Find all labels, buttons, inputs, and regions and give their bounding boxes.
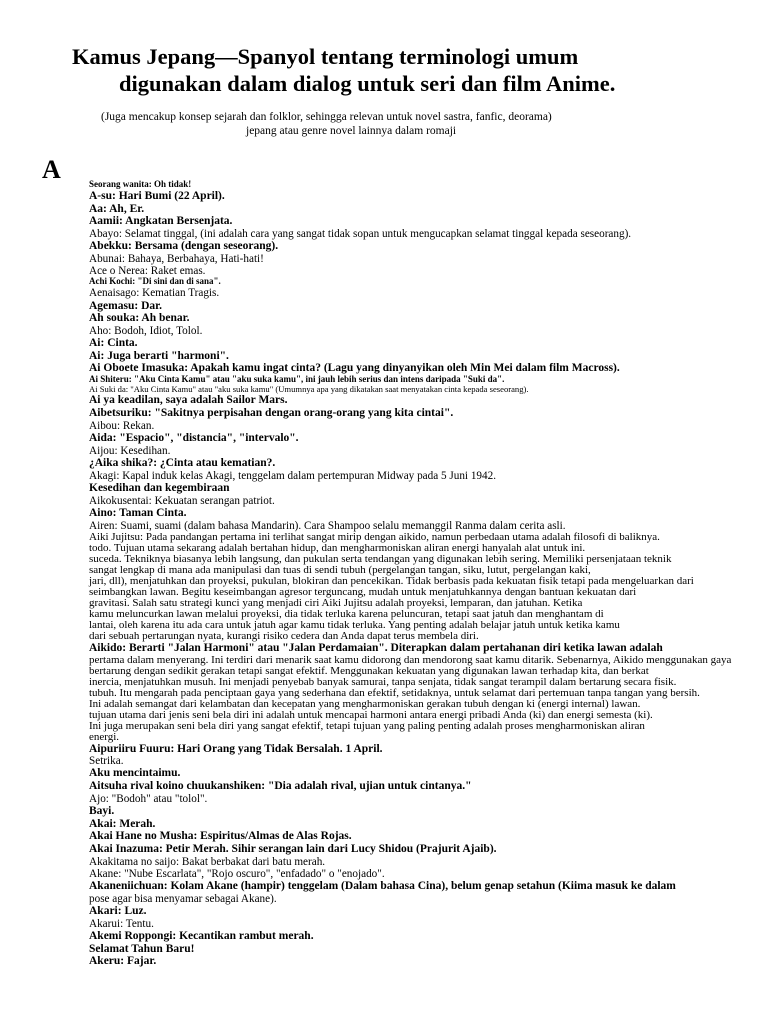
dictionary-entry: A-su: Hari Bumi (22 April).: [89, 189, 225, 202]
paragraph-line: Ini adalah semangat dari kelambatan dan kecepatan yang mengharmoniskan gerakan tubuh dengan ki (energi internal) lawan.: [89, 697, 641, 710]
aiki-jujitsu-paragraph: [89, 532, 767, 642]
dictionary-entry: Aipuriiru Fuuru: Hari Orang yang Tidak Bersalah. 1 April.: [89, 742, 383, 755]
dictionary-entry: Akagi: Kapal induk kelas Akagi, tenggelam dalam pertempuran Midway pada 5 Juni 1942.: [89, 469, 496, 482]
entry-list-part-2: [89, 743, 767, 969]
dictionary-entry: Ah souka: Ah benar.: [89, 312, 190, 325]
dictionary-entry: Akai Hane no Musha: Espiritus/Almas de Alas Rojas.: [89, 830, 352, 843]
dictionary-entry: Agemasu: Dar.: [89, 299, 163, 312]
document-subtitle-line-1: (Juga mencakup konsep sejarah dan folklor, sehingga relevan untuk novel sastra, fanfic, deorama): [101, 111, 552, 123]
dictionary-entry: Ai Suki da: "Aku Cinta Kamu" atau "aku suka kamu" (Umumnya apa yang dikatakan saat menyatakan cinta kepada seseorang).: [89, 384, 529, 394]
document-title-line-2: digunakan dalam dialog untuk seri dan film Anime.: [119, 71, 616, 96]
dictionary-entry: Akaneniichuan: Kolam Akane (hampir) tenggelam (Dalam bahasa Cina), belum genap setahun (Kiima masuk ke dalam: [89, 880, 676, 893]
dictionary-entry: Kesedihan dan kegembiraan: [89, 481, 230, 494]
dictionary-entry: Akari: Luz.: [89, 905, 147, 918]
dictionary-entry: Aino: Taman Cinta.: [89, 506, 187, 519]
dictionary-entry: Akai: Merah.: [89, 817, 156, 830]
dictionary-entry: Aho: Bodoh, Idiot, Tolol.: [89, 324, 203, 337]
dictionary-entry: Aikokusentai: Kekuatan serangan patriot.: [89, 494, 275, 507]
document-title-line-1: Kamus Jepang—Spanyol tentang terminologi umum: [72, 44, 579, 69]
paragraph-line: Ini juga merupakan seni bela diri yang sangat efektif, tetapi tujuan yang paling penting adalah proses mengharmoniskan aliran: [89, 719, 645, 732]
paragraph-line: jari, dll), menjatuhkan dan proyeksi, pukulan, blokiran dan pencekikan. Tidak berbasis pada kekuatan fisik tetapi pada mengeluarkan dari: [89, 574, 694, 587]
dictionary-entry: Aida: "Espacio", "distancia", "intervalo".: [89, 432, 299, 445]
dictionary-entry: Aijou: Kesedihan.: [89, 444, 171, 457]
dictionary-entry: pose agar bisa menyamar sebagai Akane).: [89, 892, 277, 905]
dictionary-entry: Abekku: Bersama (dengan seseorang).: [89, 240, 279, 253]
dictionary-entry: Aitsuha rival koino chuukanshiken: "Dia adalah rival, ujian untuk cintanya.": [89, 780, 472, 793]
paragraph-line: pertama dalam menyerang. Ini terdiri dari menarik saat kamu didorong dan mendorong saat kamu ditarik. Sebenarnya, Aikido menggunakan gaya: [89, 653, 732, 666]
dictionary-entries: [89, 180, 767, 968]
dictionary-entry: Aibetsuriku: "Sakitnya perpisahan dengan orang-orang yang kita cintai".: [89, 407, 454, 420]
dictionary-entry: Akarui: Tentu.: [89, 917, 154, 930]
dictionary-entry: Aenaisago: Kematian Tragis.: [89, 287, 220, 300]
dictionary-entry: ¿Aika shika?: ¿Cinta atau kematian?.: [89, 457, 276, 469]
dictionary-entry: Airen: Suami, suami (dalam bahasa Mandarin). Cara Shampoo selalu memanggil Ranma dalam cerita asli.: [89, 519, 566, 532]
dictionary-entry: Achi Kochi: "Di sini dan di sana".: [89, 276, 221, 287]
aikido-paragraph: [89, 655, 767, 743]
dictionary-entry: Bayi.: [89, 805, 115, 818]
dictionary-entry: Aamii: Angkatan Bersenjata.: [89, 215, 233, 228]
paragraph-line: todo. Tujuan utama sekarang adalah bertahan hidup, dan mengharmoniskan aliran energi hanyalah alat untuk ini.: [89, 541, 586, 554]
paragraph-line: kamu meluncurkan lawan melalui proyeksi, dia tidak terluka karena peluncuran, tetapi saat jatuh dan menghantam di: [89, 607, 604, 620]
dictionary-entry: Setrika.: [89, 755, 124, 768]
paragraph-line: suceda. Tekniknya biasanya lebih langsung, dan pukulan serta tendangan yang digunakan lebih sering. Memiliki persenjataan teknik: [89, 552, 672, 565]
dictionary-entry: Seorang wanita: Oh tidak!: [89, 179, 192, 189]
dictionary-entry: Ai: Cinta.: [89, 337, 138, 350]
dictionary-entry: Akeru: Fajar.: [89, 955, 157, 968]
dictionary-entry: Akai Inazuma: Petir Merah. Sihir serangan lain dari Lucy Shidou (Prajurit Ajaib).: [89, 842, 497, 855]
paragraph-line: tubuh. Itu mengarah pada penciptaan gaya yang sederhana dan efektif, setidaknya, untuk selamat dari pertemuan tanpa tangan yang bersih.: [89, 686, 700, 699]
paragraph-line: sangat lengkap di mana ada manipulasi dan tuas di sendi tubuh (pergelangan tangan, siku, lutut, pergelangan kaki,: [89, 563, 591, 576]
dictionary-entry: Ai Oboete Imasuka: Apakah kamu ingat cinta? (Lagu yang dinyanyikan oleh Min Mei dalam film Macross).: [89, 362, 620, 375]
paragraph-line: lantai, oleh karena itu ada cara untuk jatuh agar kamu tidak terluka. Yang penting adalah belajar jatuh untuk ketika kamu: [89, 618, 620, 631]
dictionary-entry: Abunai: Bahaya, Berbahaya, Hati-hati!: [89, 252, 264, 265]
entry-list-part-1: [89, 180, 767, 532]
paragraph-line: Aiki Jujitsu: Pada pandangan pertama ini terlihat sangat mirip dengan aikido, namun perbedaan utama adalah filosofi di baliknya.: [89, 530, 660, 543]
dictionary-entry: Akakitama no saijo: Bakat berbakat dari batu merah.: [89, 855, 326, 868]
dictionary-entry: Selamat Tahun Baru!: [89, 942, 195, 955]
document-subtitle-line-2: jepang atau genre novel lainnya dalam romaji: [246, 125, 457, 137]
dictionary-entry: Aibou: Rekan.: [89, 419, 155, 432]
dictionary-entry: Akemi Roppongi: Kecantikan rambut merah.: [89, 930, 314, 943]
paragraph-line: seimbangkan lawan. Begitu keseimbangan agresor terguncang, mudah untuk menjatuhkannya dengan bantuan kekuatan dari: [89, 585, 637, 598]
paragraph-line: energi.: [89, 730, 120, 743]
paragraph-line: dari sebuah pertarungan nyata, kurangi risiko cedera dan Anda dapat terus membela diri.: [89, 629, 479, 642]
dictionary-entry: Ai: Juga berarti "harmoni".: [89, 349, 229, 362]
section-letter: A: [42, 155, 61, 184]
paragraph-line: bertarung dengan sedikit gerakan tetapi sangat efektif. Menggunakan kekuatan yang digunakan lawan terhadap kita, dan berkat: [89, 664, 649, 677]
paragraph-line: inercia, menjatuhkan musuh. Ini menjadi penyebab banyak samurai, tanpa senjata, tidak sangat terampil dalam bertarung secara fisik.: [89, 675, 677, 688]
dictionary-entry: Ai Shiteru: "Aku Cinta Kamu" atau "aku suka kamu", ini jauh lebih serius dan intens daripada "Suki da".: [89, 374, 505, 385]
dictionary-entry: Akane: "Nube Escarlata", "Rojo oscuro", "enfadado" o "enojado".: [89, 867, 385, 880]
paragraph-line: tujuan utama dari jenis seni bela diri ini adalah untuk mencapai harmoni antara energi pribadi Anda (ki) dan energi semesta (ki).: [89, 708, 653, 721]
dictionary-entry: Aku mencintaimu.: [89, 767, 181, 780]
dictionary-entry: Aa: Ah, Er.: [89, 202, 145, 215]
dictionary-entry: Ajo: "Bodoh" atau "tolol".: [89, 792, 208, 805]
dictionary-entry: Ace o Nerea: Raket emas.: [89, 265, 206, 278]
paragraph-line: gravitasi. Salah satu strategi kunci yang menjadi ciri Aiki Jujitsu adalah proyeksi, lemparan, dan jatuhan. Ketika: [89, 596, 583, 609]
dictionary-entry: Abayo: Selamat tinggal, (ini adalah cara yang sangat tidak sopan untuk mengucapkan selamat tinggal kepada seseorang).: [89, 227, 632, 240]
dictionary-entry: Ai ya keadilan, saya adalah Sailor Mars.: [89, 394, 288, 407]
aikido-heading: Aikido: Berarti "Jalan Harmoni" atau "Jalan Perdamaian". Diterapkan dalam pertahanan diri ketika lawan adalah: [89, 641, 663, 654]
